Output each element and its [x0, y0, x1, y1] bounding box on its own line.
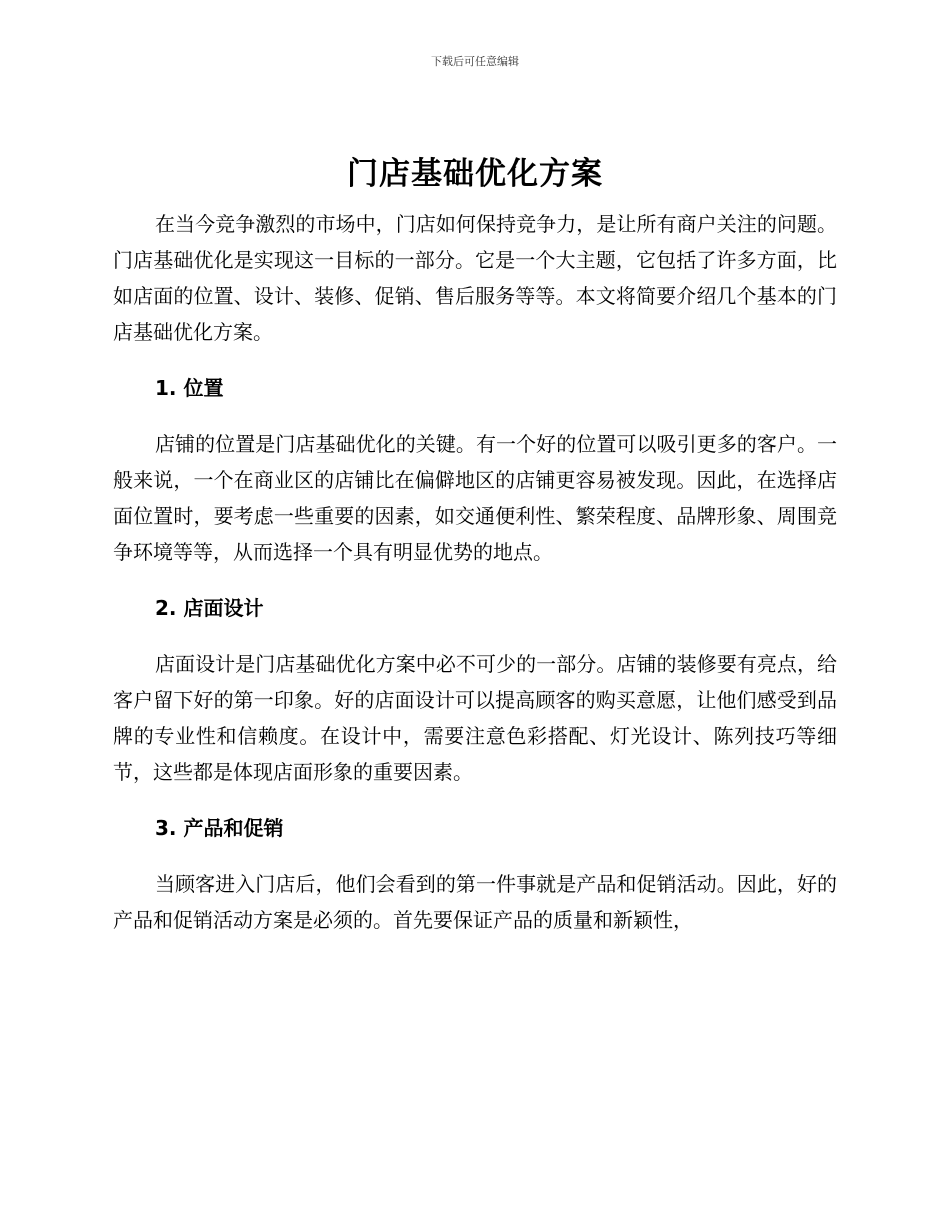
section-heading-storefront-design: 2. 店面设计	[155, 596, 264, 620]
section-heading-location: 1. 位置	[155, 376, 224, 400]
section-paragraph-location: 店铺的位置是门店基础优化的关键。有一个好的位置可以吸引更多的客户。一般来说，一个在商业区的店铺比在偏僻地区的店铺更容易被发现。因此，在选择店面位置时，要考虑一些重要的因素，如交通便利性、繁荣程度、品牌形象、周围竞争环境等等，从而选择一个具有明显优势的地点。	[113, 432, 837, 564]
section-paragraph-storefront-design: 店面设计是门店基础优化方案中必不可少的一部分。店铺的装修要有亮点，给客户留下好的第一印象。好的店面设计可以提高顾客的购买意愿，让他们感受到品牌的专业性和信赖度。在设计中，需要注意色彩搭配、灯光设计、陈列技巧等细节，这些都是体现店面形象的重要因素。	[113, 652, 837, 784]
document-title: 门店基础优化方案	[347, 156, 603, 192]
document-body	[113, 150, 837, 938]
page-header-note: 下载后可任意编辑	[431, 55, 519, 68]
section-paragraph-products-promotions: 当顾客进入门店后，他们会看到的第一件事就是产品和促销活动。因此，好的产品和促销活动方案是必须的。首先要保证产品的质量和新颖性，	[113, 872, 837, 932]
intro-paragraph: 在当今竞争激烈的市场中，门店如何保持竞争力，是让所有商户关注的问题。门店基础优化是实现这一目标的一部分。它是一个大主题，它包括了许多方面，比如店面的位置、设计、装修、促销、售后服务等等。本文将简要介绍几个基本的门店基础优化方案。	[113, 212, 837, 344]
section-heading-products-promotions: 3. 产品和促销	[155, 816, 284, 840]
